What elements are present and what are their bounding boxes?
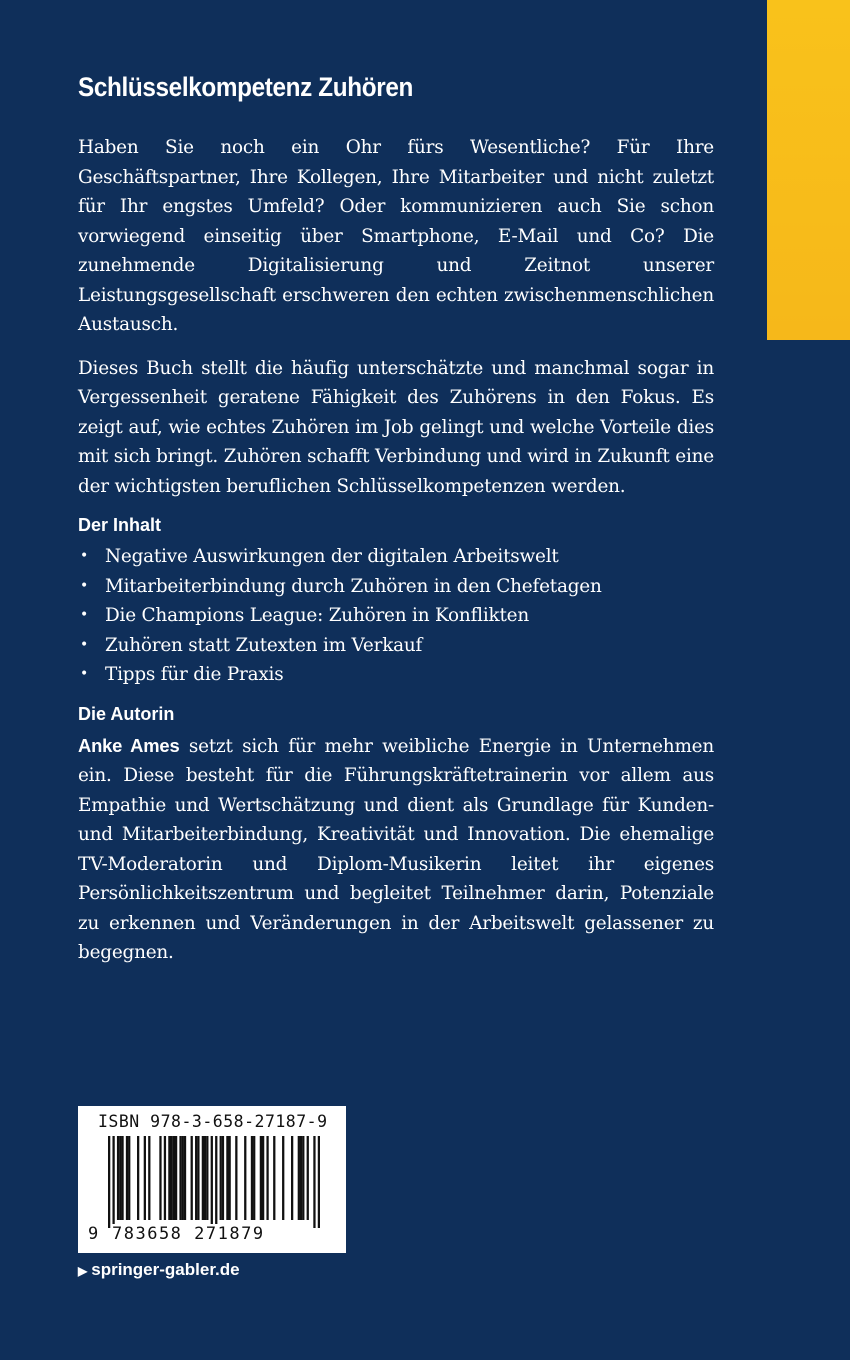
barcode-bar xyxy=(182,1136,184,1220)
ean-digits: 783658 271879 xyxy=(112,1224,265,1244)
list-item xyxy=(78,601,714,631)
barcode-bar xyxy=(282,1136,284,1220)
barcode-bar xyxy=(220,1136,222,1220)
barcode-bar xyxy=(159,1136,161,1220)
barcode-bar xyxy=(202,1136,204,1220)
barcode-bar xyxy=(313,1136,315,1228)
author-bio-text: setzt sich für mehr weibliche Energie in Unternehmen ein. Diese besteht für die Führungskräftetrainerin vor allem aus Empathie und Wertschätzung und dient als Grundlage für Kunden- und Mitarbeiterbindung, Kreativität und Innovation. Die ehemalige TV-Moderatorin und Diplom-Musikerin leitet ihr eigenes Persönlichkeitszentrum und begleitet Teilnehmer darin, Potenziale zu erkennen und Veränderungen in der Arbeitswelt gelassener zu begegnen. xyxy=(78,735,715,963)
barcode-bar xyxy=(117,1136,119,1220)
author-bio xyxy=(78,731,714,968)
barcode-bar xyxy=(144,1136,146,1220)
barcode-bar xyxy=(244,1136,246,1220)
bullet-icon: • xyxy=(80,607,89,623)
contents-list xyxy=(78,542,714,690)
list-item-label: Tipps für die Praxis xyxy=(105,664,284,685)
barcode-bar xyxy=(164,1136,166,1220)
barcode-bar xyxy=(206,1136,208,1220)
isbn-number: ISBN 978-3-658-27187-9 xyxy=(98,1112,328,1131)
barcode-bar xyxy=(191,1136,193,1220)
barcode-bar xyxy=(302,1136,304,1220)
barcode-bar xyxy=(226,1136,228,1220)
description-paragraph: Dieses Buch stellt die häufig unterschätzte und manchmal sogar in Vergessenheit geratene Fähigkeit des Zuhörens in den Fokus. Es zeigt auf, wie echtes Zuhören im Job gelingt und welche Vorteile dies mit sich bringt. Zuhören schafft Verbindung und wird in Zukunft eine der wichtigsten beruflichen Schlüsselkompetenzen werden. xyxy=(78,357,714,497)
barcode-bar xyxy=(273,1136,275,1220)
barcode-bar xyxy=(112,1136,114,1228)
website-label: springer-gabler.de xyxy=(91,1260,240,1279)
triangle-right-icon: ▶ xyxy=(78,1264,88,1278)
barcode-bar xyxy=(235,1136,237,1220)
book-title: Schlüsselkompetenz Zuhören xyxy=(78,72,413,102)
barcode-bar xyxy=(121,1136,123,1220)
list-item-label: Die Champions League: Zuhören in Konflikten xyxy=(105,605,530,626)
barcode-label xyxy=(78,1106,346,1253)
intro-paragraph: Haben Sie noch ein Ohr fürs Wesentliche? Für Ihre Geschäftspartner, Ihre Kollegen, Ihre Mitarbeiter und nicht zuletzt für Ihr engstes Umfeld? Oder kommunizieren auch Sie schon vorwiegend einseitig über Smartphone, E-Mail und Co? Die zunehmende Digitalisierung und Zeitnot unserer Leistungsgesellschaft erschweren den echten zwischenmenschlichen Austausch. xyxy=(78,137,714,335)
list-item-label: Negative Auswirkungen der digitalen Arbeitswelt xyxy=(105,546,559,567)
barcode-bar xyxy=(128,1136,130,1220)
barcode-bars xyxy=(108,1136,320,1228)
barcode-bar xyxy=(260,1136,262,1220)
back-cover-text xyxy=(78,72,714,982)
barcode-bar xyxy=(170,1136,172,1220)
barcode-bar xyxy=(211,1136,213,1228)
list-item xyxy=(78,660,714,690)
barcode-bar xyxy=(108,1136,110,1228)
barcode-bar xyxy=(126,1136,128,1220)
barcode-bar xyxy=(307,1136,309,1220)
bullet-icon: • xyxy=(80,666,89,682)
barcode-bar xyxy=(119,1136,121,1220)
barcode-bar xyxy=(148,1136,150,1220)
barcode-bar xyxy=(197,1136,199,1220)
bullet-icon: • xyxy=(80,577,89,594)
accent-strip xyxy=(767,0,850,340)
list-item xyxy=(78,572,714,602)
list-item-label: Mitarbeiterbindung durch Zuhören in den Chefetagen xyxy=(105,575,602,597)
publisher-website[interactable] xyxy=(78,1260,240,1280)
barcode-bar xyxy=(291,1136,293,1220)
barcode-bar xyxy=(184,1136,186,1220)
bullet-icon: • xyxy=(80,636,89,653)
list-item xyxy=(78,631,714,661)
barcode-bar xyxy=(195,1136,197,1220)
barcode-bar xyxy=(262,1136,264,1220)
barcode-bar xyxy=(266,1136,268,1220)
barcode-bar xyxy=(179,1136,181,1220)
ean-first-digit: 9 xyxy=(88,1224,99,1244)
barcode-bar xyxy=(229,1136,231,1220)
author-name: Anke Ames xyxy=(78,734,180,756)
barcode-bar xyxy=(215,1136,217,1228)
bullet-icon: • xyxy=(80,548,89,564)
barcode-bar xyxy=(137,1136,139,1220)
barcode-bar xyxy=(300,1136,302,1220)
barcode-bar xyxy=(318,1136,320,1228)
contents-heading: Der Inhalt xyxy=(78,515,162,535)
barcode-bar xyxy=(251,1136,253,1220)
barcode-bar xyxy=(298,1136,300,1220)
barcode-bar xyxy=(175,1136,177,1220)
barcode-bar xyxy=(253,1136,255,1220)
list-item-label: Zuhören statt Zutexten im Verkauf xyxy=(105,634,423,656)
barcode-bar xyxy=(222,1136,224,1220)
barcode-bar xyxy=(173,1136,175,1220)
author-heading: Die Autorin xyxy=(78,703,175,724)
list-item xyxy=(78,542,714,572)
barcode-bar xyxy=(204,1136,206,1220)
barcode-bar xyxy=(168,1136,170,1220)
